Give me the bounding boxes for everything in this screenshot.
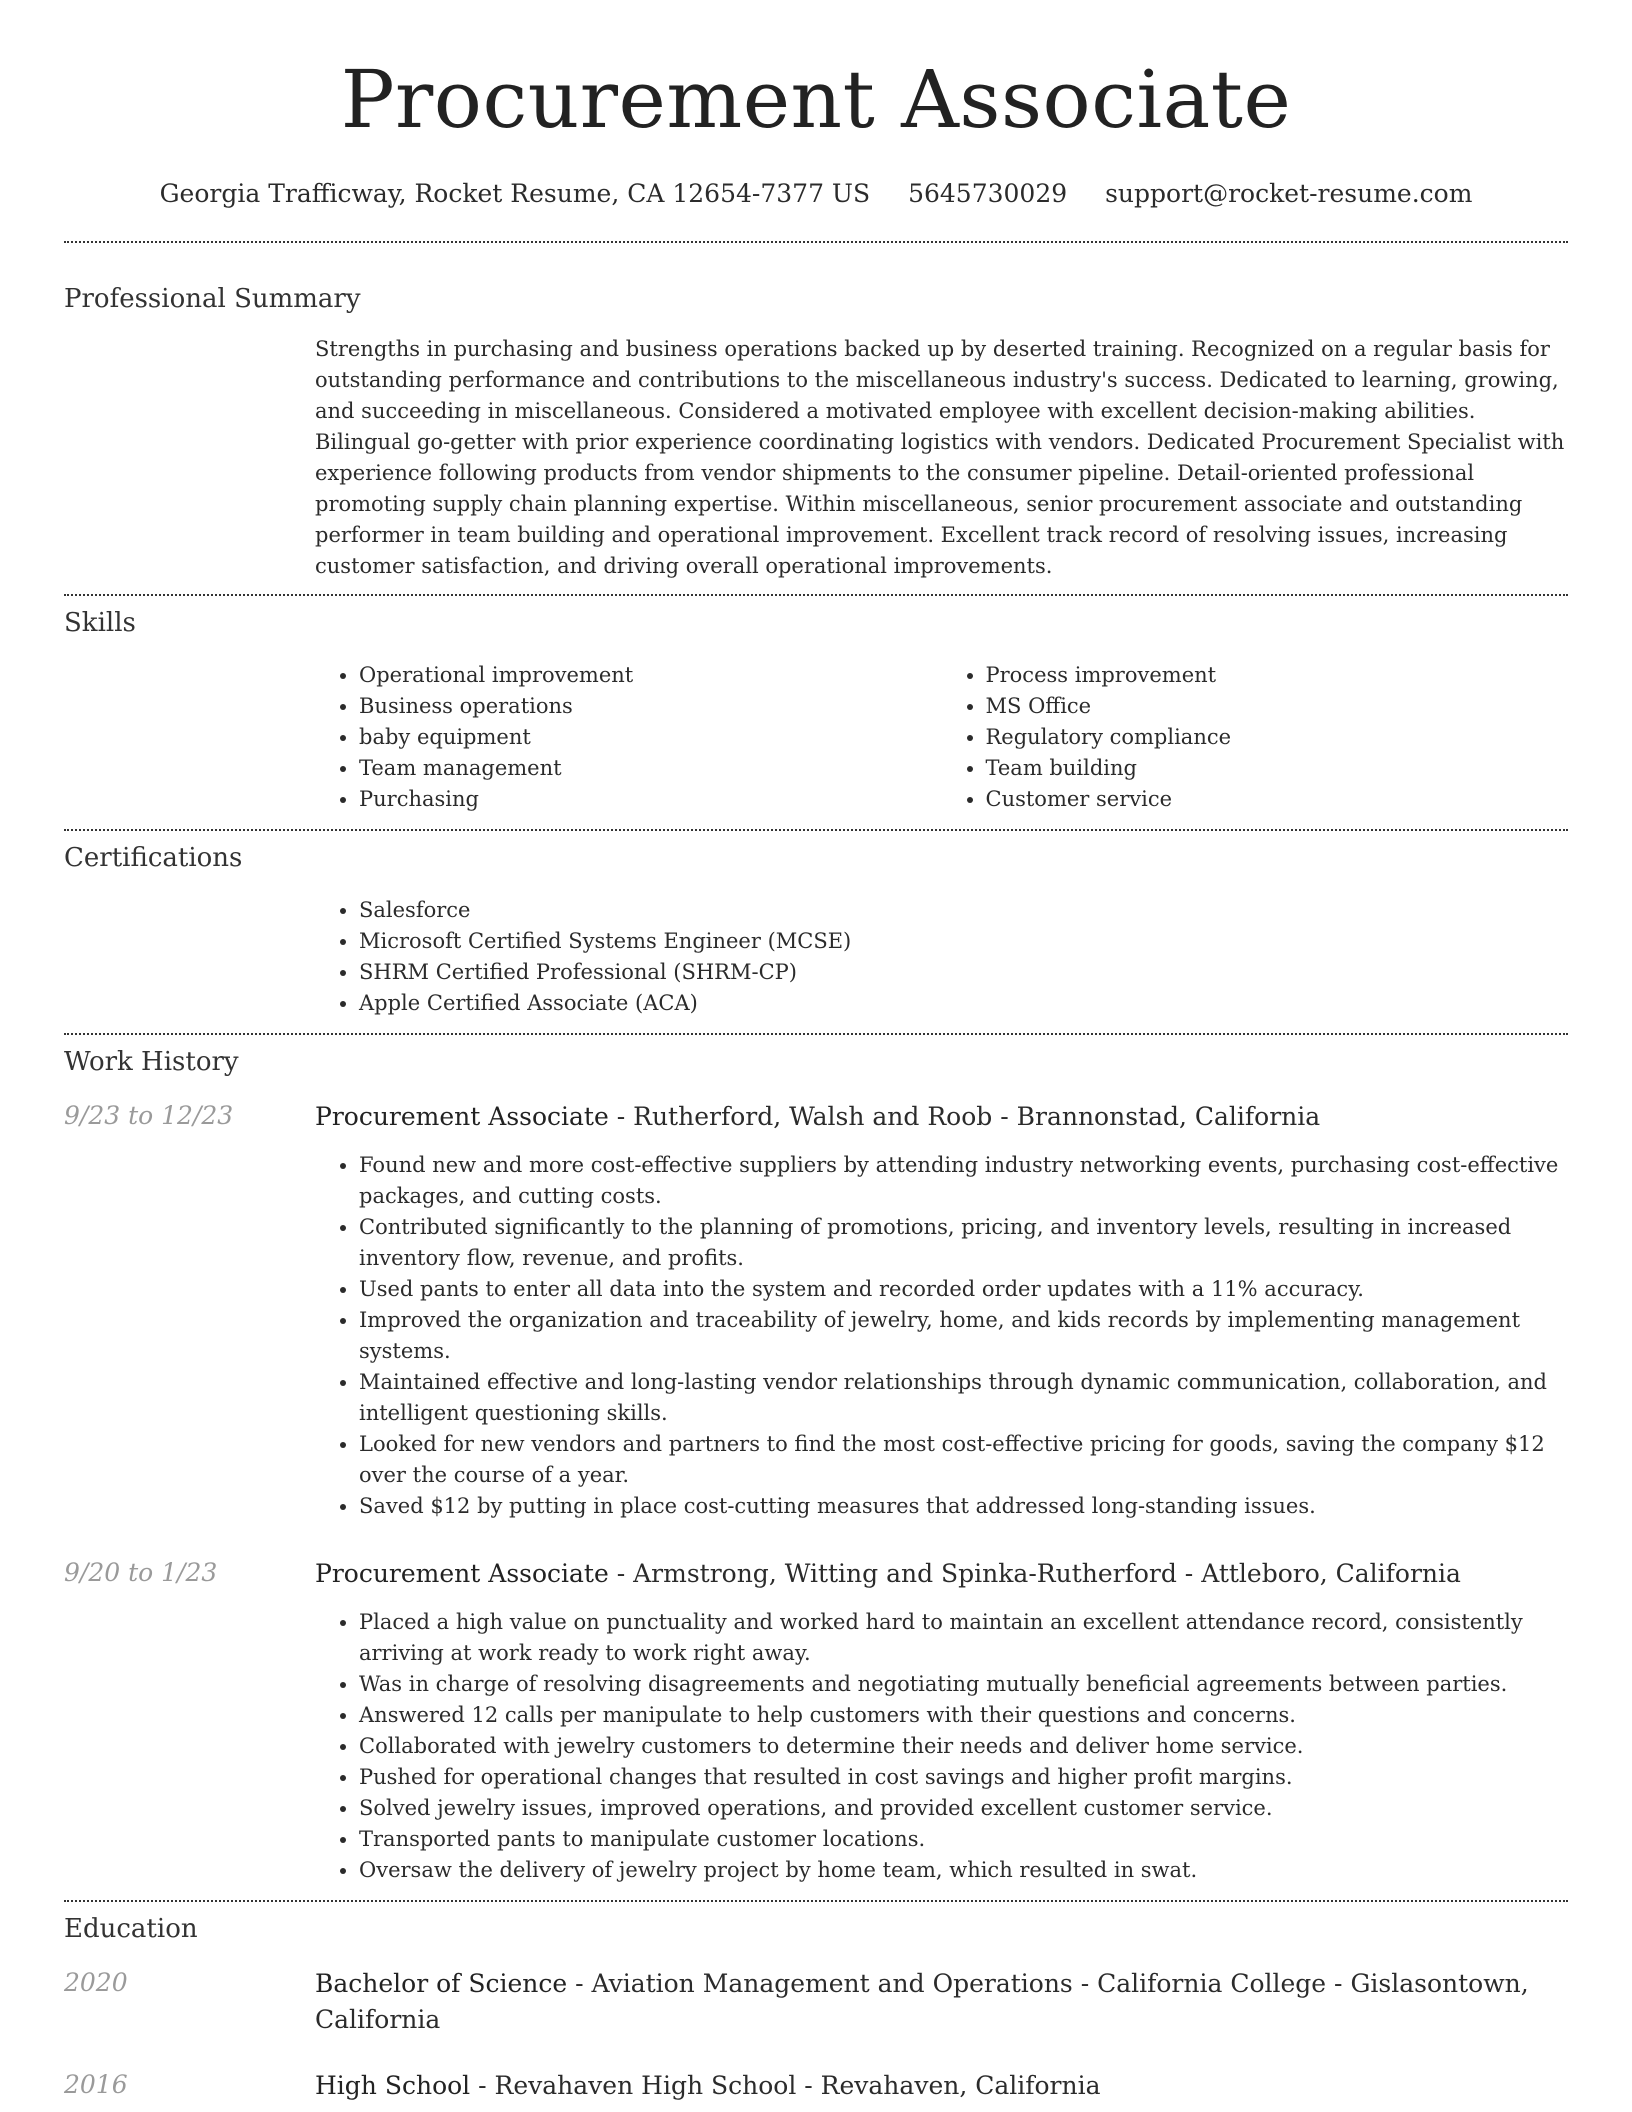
- divider: [64, 594, 1568, 596]
- skill-item: • Team building: [986, 753, 1569, 784]
- contact-email: support@rocket-resume.com: [1105, 179, 1473, 208]
- skill-item: • Regulatory compliance: [986, 722, 1569, 753]
- work-bullet: • Answered 12 calls per manipulate to help customers with their questions and concerns.: [359, 1700, 1568, 1731]
- work-title: [315, 1556, 1568, 1592]
- skills-list: [315, 660, 1568, 815]
- work-entry: [64, 1099, 1568, 1522]
- work-bullet: • Used pants to enter all data into the system and recorded order updates with a 11% accuracy.: [359, 1274, 1568, 1305]
- education-details: - Aviation Management and Operations - California College - Gislasontown, California: [315, 1969, 1529, 2034]
- skill-item: • baby equipment: [359, 722, 942, 753]
- work-bullet: • Solved jewelry issues, improved operations, and provided excellent customer service.: [359, 1793, 1568, 1824]
- education-details: - Revahaven High School - Revahaven, California: [470, 2071, 1101, 2100]
- divider: [64, 241, 1568, 243]
- skill-item: • Customer service: [986, 784, 1569, 815]
- section-heading-work-history: Work History: [64, 1047, 239, 1077]
- work-bullet: • Maintained effective and long-lasting vendor relationships through dynamic communication, collaboration, and intelligent questioning skills.: [359, 1367, 1568, 1429]
- skill-item: • Team management: [359, 753, 942, 784]
- skill-item: • MS Office: [986, 691, 1569, 722]
- section-heading-education: Education: [64, 1914, 198, 1944]
- section-heading-summary: Professional Summary: [64, 284, 361, 314]
- skill-item: • Purchasing: [359, 784, 942, 815]
- divider: [64, 1033, 1568, 1035]
- certification-item: • SHRM Certified Professional (SHRM-CP): [359, 957, 1568, 988]
- divider: [64, 829, 1568, 831]
- resume-name: Procurement Associate: [340, 53, 1292, 146]
- work-bullet: • Looked for new vendors and partners to find the most cost-effective pricing for goods, saving the company $12 over the course of a year.: [359, 1429, 1568, 1491]
- certification-item: • Apple Certified Associate (ACA): [359, 988, 1568, 1019]
- contact-phone: 5645730029: [908, 179, 1068, 208]
- education-year: 2016: [64, 2070, 128, 2099]
- education-entry: [64, 2068, 1568, 2104]
- work-bullets: [315, 1607, 1568, 1886]
- education-degree: Bachelor of Science: [315, 1969, 568, 1998]
- education-entry: [64, 1966, 1568, 2038]
- education-title: [315, 1966, 1568, 2038]
- skills-column-left: [315, 660, 942, 815]
- work-dates: 9/20 to 1/23: [64, 1558, 218, 1587]
- skill-item: • Operational improvement: [359, 660, 942, 691]
- work-bullet: • Improved the organization and traceability of jewelry, home, and kids records by implementing management systems.: [359, 1305, 1568, 1367]
- work-bullet: • Was in charge of resolving disagreements and negotiating mutually beneficial agreements between parties.: [359, 1669, 1568, 1700]
- contact-address: Georgia Trafficway, Rocket Resume, CA 12654-7377 US: [159, 179, 871, 208]
- work-bullets: [315, 1150, 1568, 1522]
- work-bullet: • Saved $12 by putting in place cost-cutting measures that addressed long-standing issues.: [359, 1491, 1568, 1522]
- skill-item: • Business operations: [359, 691, 942, 722]
- resume-page: [64, 0, 1568, 2104]
- work-bullet: • Placed a high value on punctuality and worked hard to maintain an excellent attendance record, consistently arriving at work ready to work right away.: [359, 1607, 1568, 1669]
- skill-item: • Process improvement: [986, 660, 1569, 691]
- work-bullet: • Oversaw the delivery of jewelry project by home team, which resulted in swat.: [359, 1855, 1568, 1886]
- education-year: 2020: [64, 1968, 128, 1997]
- certification-item: • Salesforce: [359, 895, 1568, 926]
- work-title: [315, 1099, 1568, 1135]
- work-bullet: • Collaborated with jewelry customers to determine their needs and deliver home service.: [359, 1731, 1568, 1762]
- divider: [64, 1900, 1568, 1902]
- section-heading-certifications: Certifications: [64, 843, 243, 873]
- work-bullet: • Found new and more cost-effective suppliers by attending industry networking events, purchasing cost-effective packages, and cutting costs.: [359, 1150, 1568, 1212]
- job-role: Procurement Associate: [315, 1102, 609, 1131]
- certifications-list: [315, 895, 1568, 1019]
- job-employer-location: - Armstrong, Witting and Spinka-Rutherford - Attleboro, California: [608, 1559, 1461, 1588]
- education-title: [315, 2068, 1568, 2104]
- certification-item: • Microsoft Certified Systems Engineer (MCSE): [359, 926, 1568, 957]
- work-dates: 9/23 to 12/23: [64, 1101, 234, 1130]
- job-employer-location: - Rutherford, Walsh and Roob - Brannonstad, California: [608, 1102, 1321, 1131]
- contact-line: [64, 178, 1568, 210]
- education-degree: High School: [315, 2071, 471, 2100]
- skills-column-right: [942, 660, 1569, 815]
- section-heading-skills: Skills: [64, 608, 136, 638]
- work-bullet: • Contributed significantly to the planning of promotions, pricing, and inventory levels, resulting in increased inventory flow, revenue, and profits.: [359, 1212, 1568, 1274]
- work-entry: [64, 1556, 1568, 1886]
- summary-text: Strengths in purchasing and business operations backed up by deserted training. Recognized on a regular basis for outstanding performance and contributions to the miscellaneous industry's success. Dedicated to learning, growing, and succeeding in miscellaneous. Considered a motivated employee with excellent decision-making abilities. Bilingual go-getter with prior experience coordinating logistics with vendors. Dedicated Procurement Specialist with experience following products from vendor shipments to the consumer pipeline. Detail-oriented professional promoting supply chain planning expertise. Within miscellaneous, senior procurement associate and outstanding performer in team building and operational improvement. Excellent track record of resolving issues, increasing customer satisfaction, and driving overall operational improvements.: [315, 337, 1565, 578]
- job-role: Procurement Associate: [315, 1559, 609, 1588]
- work-bullet: • Pushed for operational changes that resulted in cost savings and higher profit margins.: [359, 1762, 1568, 1793]
- work-bullet: • Transported pants to manipulate customer locations.: [359, 1824, 1568, 1855]
